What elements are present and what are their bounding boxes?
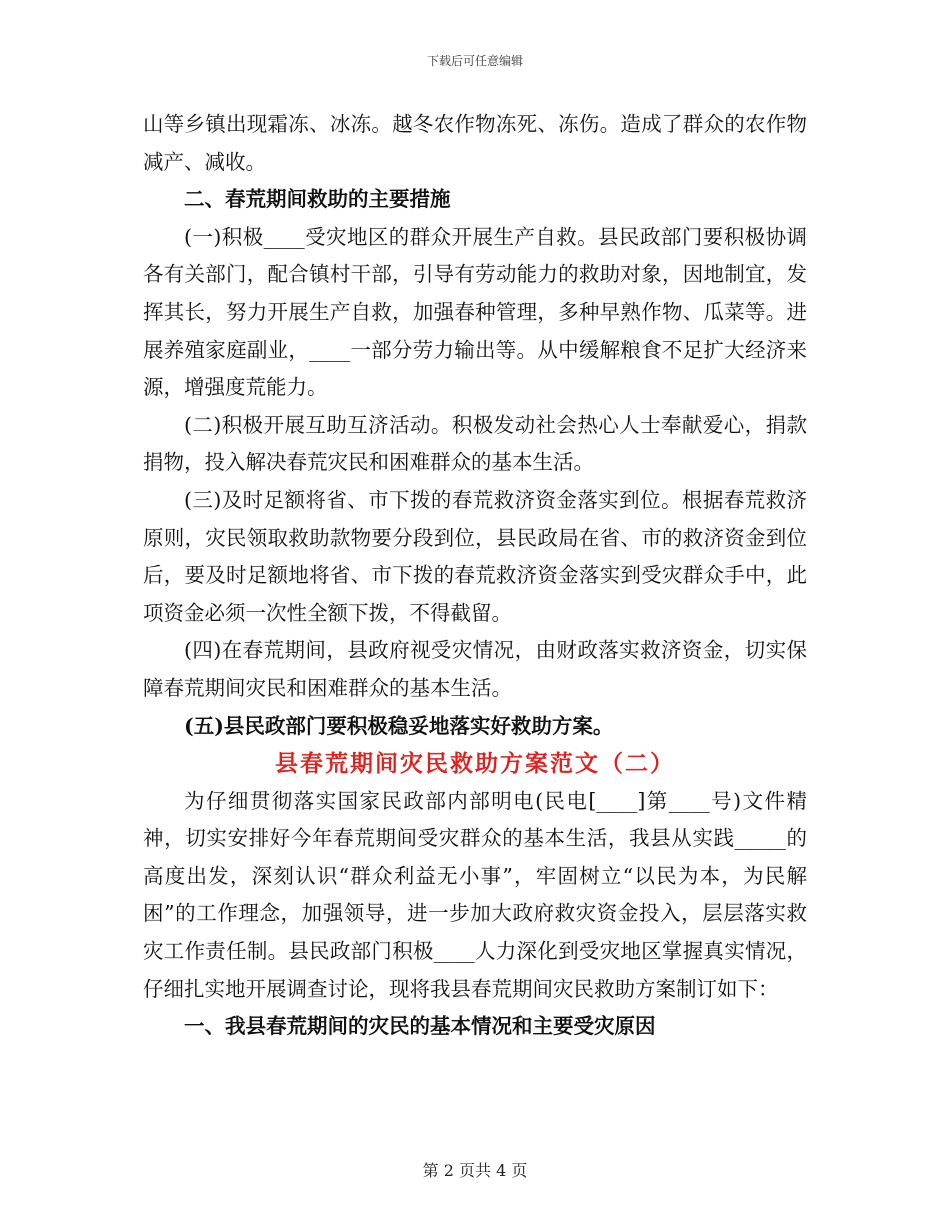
paragraph-measure-1: (一)积极____受灾地区的群众开展生产自救。县民政部门要积极协调各有关部门，配合镇村干部，引导有劳动能力的救助对象，因地制宜，发挥其长，努力开展生产自救，加强春种管理，多种早熟作物、瓜菜等。进展养殖家庭副业，____一部分劳力输出等。从中缓解粮食不足扩大经济来源，增强度荒能力。 — [143, 224, 807, 400]
page-header: 下载后可任意编辑 — [426, 54, 523, 68]
paragraph-measure-4: (四)在春荒期间，县政府视受灾情况，由财政落实救济资金，切实保障春荒期间灾民和困难群众的基本生活。 — [143, 638, 807, 700]
section-heading-measures: 二、春荒期间救助的主要措施 — [184, 187, 451, 212]
paragraph-measure-3: (三)及时足额将省、市下拨的春荒救济资金落实到位。根据春荒救济原则，灾民领取救助款物要分段到位，县民政局在省、市的救济资金到位后，要及时足额地将省、市下拨的春荒救济资金落实到受灾群众手中，此项资金必须一次性全额下拨，不得截留。 — [143, 487, 807, 625]
page-footer: 第 2 页共 4 页 — [422, 1161, 528, 1180]
paragraph-measure-2: (二)积极开展互助互济活动。积极发动社会热心人士奉献爱心，捐款捐物，投入解决春荒灾民和困难群众的基本生活。 — [143, 412, 807, 475]
section-heading-situation: 一、我县春荒期间的灾民的基本情况和主要受灾原因 — [184, 1014, 656, 1039]
document-body — [143, 106, 807, 1046]
document-title: 县春荒期间灾民救助方案范文（二） — [275, 750, 675, 778]
paragraph-measure-5: (五)县民政部门要积极稳妥地落实好救助方案。 — [184, 713, 614, 738]
paragraph-intro: 为仔细贯彻落实国家民政部内部明电(民电[____]第____号)文件精神，切实安排好今年春荒期间受灾群众的基本生活，我县从实践_____的高度出发，深刻认识“群众利益无小事”，牢固树立“以民为本，为民解困”的工作理念，加强领导，进一步加大政府救灾资金投入，层层落实救灾工作责任制。县民政部门积极____人力深化到受灾地区掌握真实情况，仔细扎实地开展调查讨论，现将我县春荒期间灾民救助方案制订如下： — [143, 788, 807, 1001]
paragraph-continued: 山等乡镇出现霜冻、冰冻。越冬农作物冻死、冻伤。造成了群众的农作物减产、减收。 — [143, 112, 807, 174]
